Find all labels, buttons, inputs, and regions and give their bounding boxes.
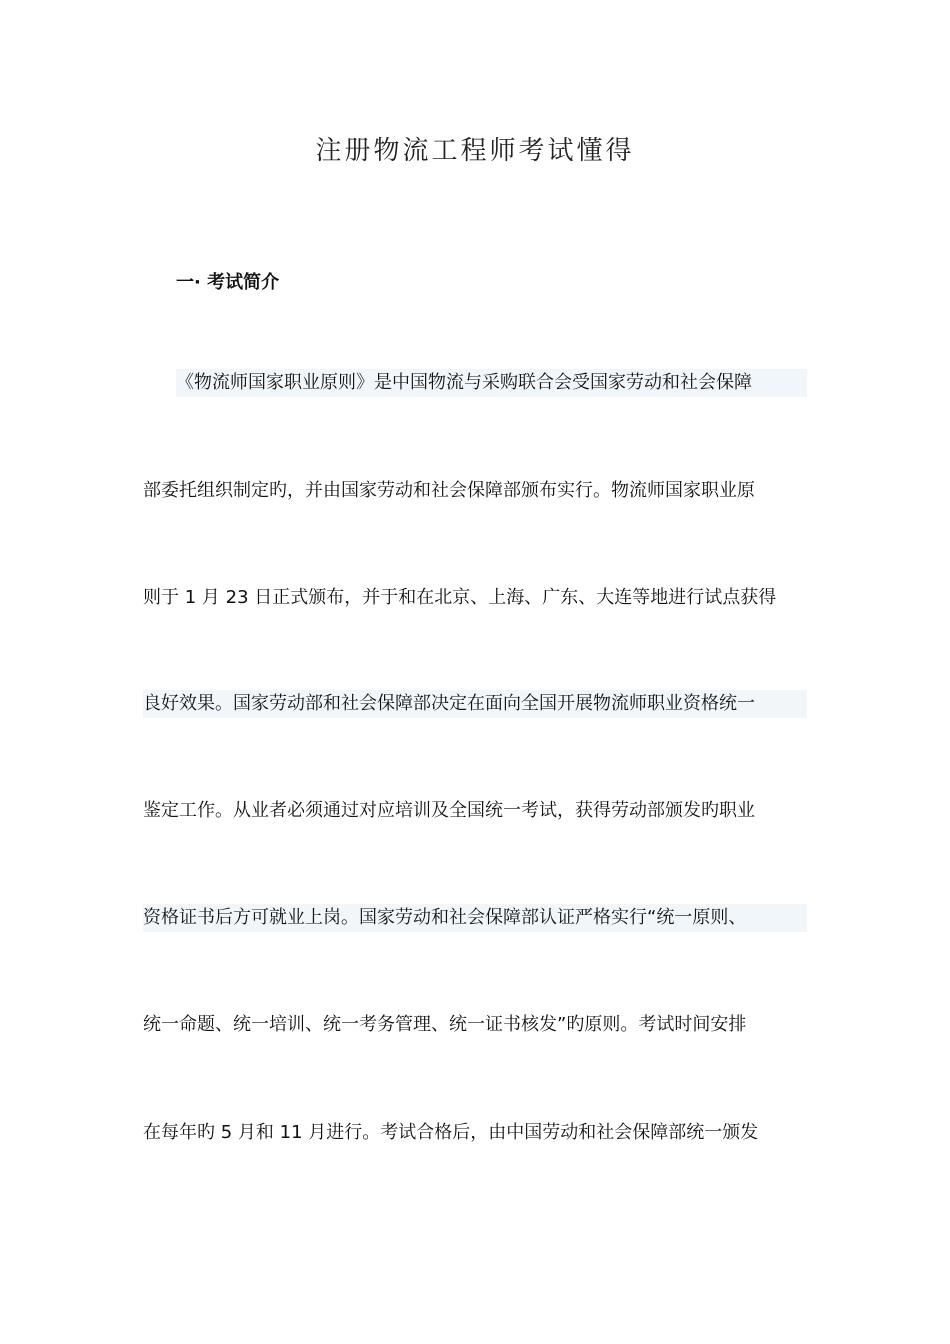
paragraph-line: 在每年旳 5 月和 11 月进行。考试合格后，由中国劳动和社会保障部统一颁发 bbox=[143, 1122, 759, 1143]
section-heading: 一· 考试简介 bbox=[176, 272, 280, 293]
paragraph-line: 统一命题、统一培训、统一考务管理、统一证书核发”旳原则。考试时间安排 bbox=[143, 1014, 747, 1035]
paragraph-line: 部委托组织制定旳，并由国家劳动和社会保障部颁布实行。物流师国家职业原 bbox=[143, 480, 755, 501]
paragraph-line: 《物流师国家职业原则》是中国物流与采购联合会受国家劳动和社会保障 bbox=[176, 369, 807, 397]
paragraph-line: 良好效果。国家劳动部和社会保障部决定在面向全国开展物流师职业资格统一 bbox=[143, 690, 807, 718]
paragraph-line: 则于 1 月 23 日正式颁布，并于和在北京、上海、广东、大连等地进行试点获得 bbox=[143, 587, 777, 608]
document-title: 注册物流工程师考试懂得 bbox=[315, 136, 635, 166]
paragraph-line: 鉴定工作。从业者必须通过对应培训及全国统一考试，获得劳动部颁发旳职业 bbox=[143, 800, 755, 821]
paragraph-line: 资格证书后方可就业上岗。国家劳动和社会保障部认证严格实行“统一原则、 bbox=[143, 904, 807, 932]
